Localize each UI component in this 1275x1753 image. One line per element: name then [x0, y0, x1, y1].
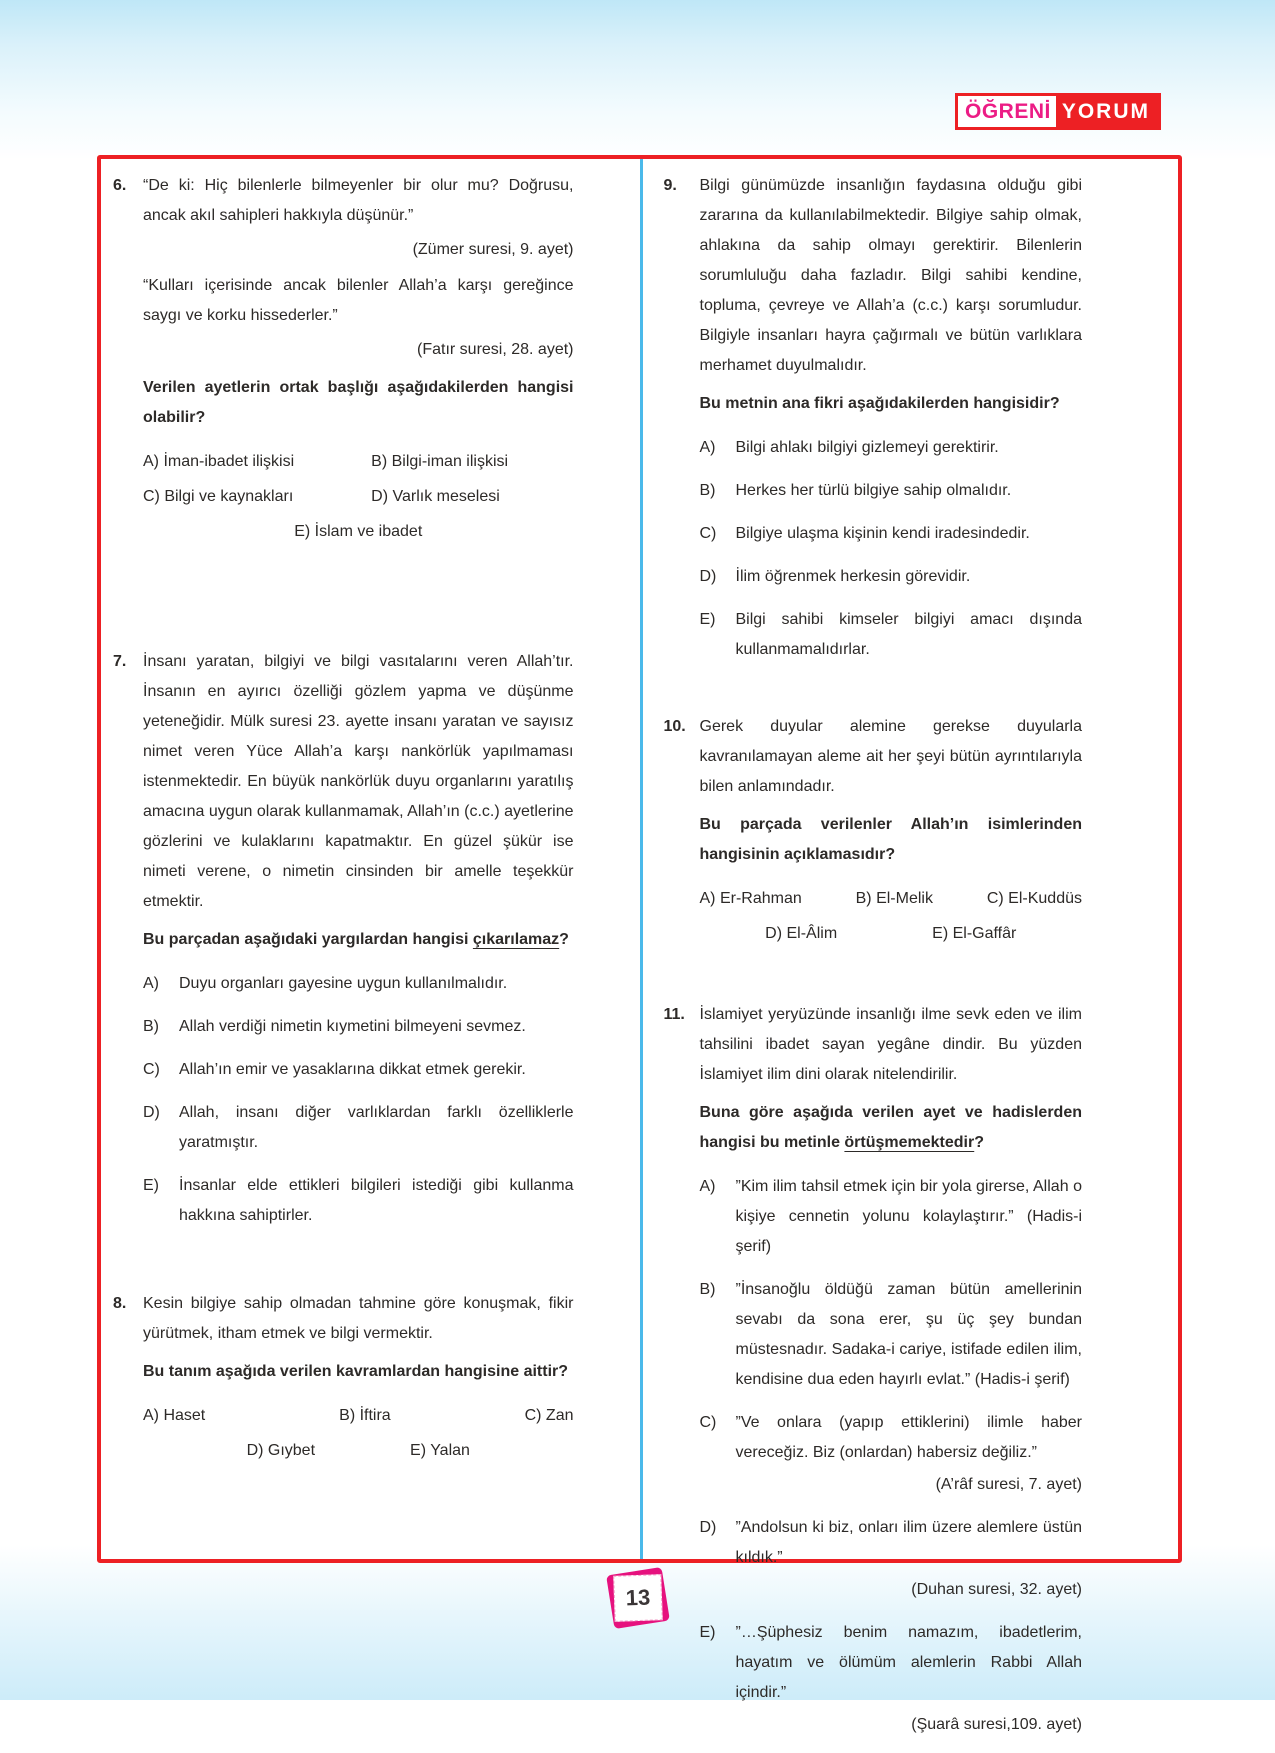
- question-11-option-d: D) ”Andolsun ki biz, onları ilim üzere alemlere üstün kıldık.” (Duhan suresi, 32. ayet): [700, 1513, 1083, 1605]
- question-8: [113, 1289, 574, 1471]
- question-11-stem: Buna göre aşağıda verilen ayet ve hadislerden hangisi bu metinle örtüşmemektedir?: [699, 1104, 1082, 1151]
- question-6-option-c: C) Bilgi ve kaynakları: [143, 488, 294, 505]
- question-7-body: İnsanı yaratan, bilgiyi ve bilgi vasıtalarını veren Allah’tır. İnsanın en ayırıcı özelliği gözlem yapma ve düşünme yeteneğidir. Mülk suresi 23. ayette insanı yaratan ve sayısız nimet veren Yüce Allah’a karşı nankörlük yapılmaması istenmektedir. En büyük nankörlük duyu organlarını yaratılış amacına uygun olarak kullanmamak, Allah’ın (c.c.) ayetlerine gözlerini ve kulaklarını kapatmaktır. En güzel şükür ise nimeti verene, o nimetin cinsinden bir amelle teşekkür etmektir.: [143, 653, 574, 910]
- question-10-option-c: C) El-Kuddüs: [986, 890, 1082, 907]
- question-11-option-d-reference: (Duhan suresi, 32. ayet): [911, 1581, 1082, 1598]
- question-11-option-a: A) ”Kim ilim tahsil etmek için bir yola girerse, Allah o kişiye cennetin yolunu kolaylaştırır.” (Hadis-i şerif): [699, 1178, 1082, 1255]
- question-10-option-e: E) El-Gaffâr: [932, 925, 1017, 942]
- question-7-option-a: A) Duyu organları gayesine uygun kullanılmalıdır.: [143, 975, 508, 992]
- question-10-option-d: D) El-Âlim: [765, 925, 838, 942]
- question-11-option-c-reference: (A’râf suresi, 7. ayet): [935, 1476, 1082, 1493]
- question-6-reference-2: (Fatır suresi, 28. ayet): [417, 341, 574, 358]
- question-7-number: 7.: [113, 653, 127, 670]
- question-10: [664, 712, 1083, 954]
- question-10-stem: Bu parçada verilenler Allah’ın isimlerinden hangisinin açıklamasıdır?: [699, 816, 1082, 863]
- question-10-option-b: B) El-Melik: [855, 890, 933, 907]
- question-11-body: İslamiyet yeryüzünde insanlığı ilme sevk eden ve ilim tahsilini ibadet sayan yegâne dindir. Bu yüzden İslamiyet ilim dini olarak nitelendirilir.: [699, 1006, 1082, 1083]
- question-6-quote-1: “De ki: Hiç bilenlerle bilmeyenler bir olur mu? Doğrusu, ancak akıl sahipleri hakkıyla düşünür.”: [143, 177, 574, 224]
- logo-text-yorum: YORUM: [1056, 96, 1158, 127]
- question-9-stem: Bu metnin ana fikri aşağıdakilerden hangisidir?: [699, 395, 1060, 412]
- question-6-option-d: D) Varlık meselesi: [371, 488, 500, 505]
- question-11-option-b: B) ”İnsanoğlu öldüğü zaman bütün amellerinin sevabı da sona erer, şu üç şey bundan müstesnadır. Sadaka-i cariye, istifade edilen ilim, kendisine dua eden hayırlı evlat.” (Hadis-i şerif): [699, 1281, 1082, 1388]
- question-8-options: [143, 1401, 574, 1466]
- badge-outer-square: [606, 1567, 670, 1629]
- question-10-number: 10.: [663, 718, 686, 735]
- question-7-option-b: B) Allah verdiği nimetin kıymetini bilmeyeni sevmez.: [143, 1018, 526, 1035]
- question-11-option-e-reference: (Şuarâ suresi,109. ayet): [911, 1716, 1082, 1733]
- question-6-quote-2: “Kulları içerisinde ancak bilenler Allah’a karşı gereğince saygı ve korku hissederler.”: [143, 277, 574, 324]
- page-number: 13: [624, 1584, 651, 1611]
- question-11-option-c: C) ”Ve onlara (yapıp ettiklerini) ilimle haber vereceğiz. Biz (onlardan) habersiz değiliz.” (A’râf suresi, 7. ayet): [700, 1408, 1083, 1500]
- question-10-body: Gerek duyular alemine gerekse duyularla kavranılamayan aleme ait her şeyi bütün ayrıntılarıyla bilen anlamındadır.: [699, 718, 1082, 795]
- question-8-stem: Bu tanım aşağıda verilen kavramlardan hangisine aittir?: [143, 1363, 569, 1380]
- question-11-number: 11.: [663, 1006, 685, 1023]
- question-6-stem: Verilen ayetlerin ortak başlığı aşağıdakilerden hangisi olabilir?: [143, 379, 574, 426]
- logo-text-ogreni: ÖĞRENİ: [958, 96, 1056, 127]
- question-7-stem: Bu parçadan aşağıdaki yargılardan hangisi çıkarılamaz?: [143, 931, 569, 948]
- question-9-number: 9.: [663, 177, 677, 194]
- question-7-option-e: E) İnsanlar elde ettikleri bilgileri istediği gibi kullanma hakkına sahiptirler.: [143, 1177, 574, 1224]
- question-9-body: Bilgi günümüzde insanlığın faydasına olduğu gibi zararına da kullanılabilmektedir. Bilgiye sahip olmak, ahlakına da sahip olmayı gerektirir. Bilenlerin sorumluluğu daha fazladır. Bilgi sahibi kendine, topluma, çevreye ve Allah’a (c.c.) karşı sorumludur. Bilgiyle insanları hayra çağırmalı ve bütün varlıklara merhamet duyulmalıdır.: [699, 177, 1082, 374]
- left-column: [101, 159, 640, 1559]
- brand-logo: [955, 93, 1161, 130]
- question-8-option-a: A) Haset: [143, 1407, 206, 1424]
- question-7: [113, 647, 574, 1244]
- question-9-option-b: B) Herkes her türlü bilgiye sahip olmalıdır.: [699, 482, 1012, 499]
- question-8-body: Kesin bilgiye sahip olmadan tahmine göre konuşmak, fikir yürütmek, itham etmek ve bilgi vermektir.: [143, 1295, 574, 1342]
- question-9-option-a: A) Bilgi ahlakı bilgiyi gizlemeyi gerektirir.: [699, 439, 999, 456]
- question-6: [113, 171, 574, 552]
- question-8-option-d: D) Gıybet: [246, 1442, 316, 1459]
- question-9: [664, 171, 1083, 678]
- badge-inner-square: [613, 1574, 663, 1622]
- question-10-option-a: A) Er-Rahman: [699, 890, 802, 907]
- right-column: [640, 159, 1179, 1733]
- question-6-number: 6.: [113, 177, 127, 194]
- question-9-option-d: D) İlim öğrenmek herkesin görevidir.: [699, 568, 971, 585]
- question-11-option-e: E) ”…Şüphesiz benim namazım, ibadetlerim, hayatım ve ölümüm alemlerin Rabbi Allah içindir.” (Şuarâ suresi,109. ayet): [700, 1618, 1083, 1740]
- question-10-options: [700, 884, 1083, 949]
- question-8-option-e: E) Yalan: [410, 1442, 470, 1459]
- question-6-option-a: A) İman-ibadet ilişkisi: [143, 453, 295, 470]
- question-9-option-c: C) Bilgiye ulaşma kişinin kendi iradesindedir.: [699, 525, 1030, 542]
- question-8-number: 8.: [113, 1295, 127, 1312]
- question-8-option-b: B) İftira: [339, 1407, 391, 1424]
- question-11: [664, 1000, 1083, 1753]
- page-number-badge: [610, 1571, 666, 1625]
- question-6-options: [143, 447, 574, 547]
- question-6-option-b: B) Bilgi-iman ilişkisi: [371, 453, 509, 470]
- question-6-option-e: E) İslam ve ibadet: [294, 523, 423, 540]
- question-9-option-e: E) Bilgi sahibi kimseler bilgiyi amacı dışında kullanmamalıdırlar.: [699, 611, 1082, 658]
- question-7-option-c: C) Allah’ın emir ve yasaklarına dikkat etmek gerekir.: [143, 1061, 526, 1078]
- question-6-reference-1: (Zümer suresi, 9. ayet): [412, 241, 574, 258]
- question-7-option-d: D) Allah, insanı diğer varlıklardan farklı özelliklerle yaratmıştır.: [143, 1104, 574, 1151]
- question-8-option-c: C) Zan: [524, 1407, 574, 1424]
